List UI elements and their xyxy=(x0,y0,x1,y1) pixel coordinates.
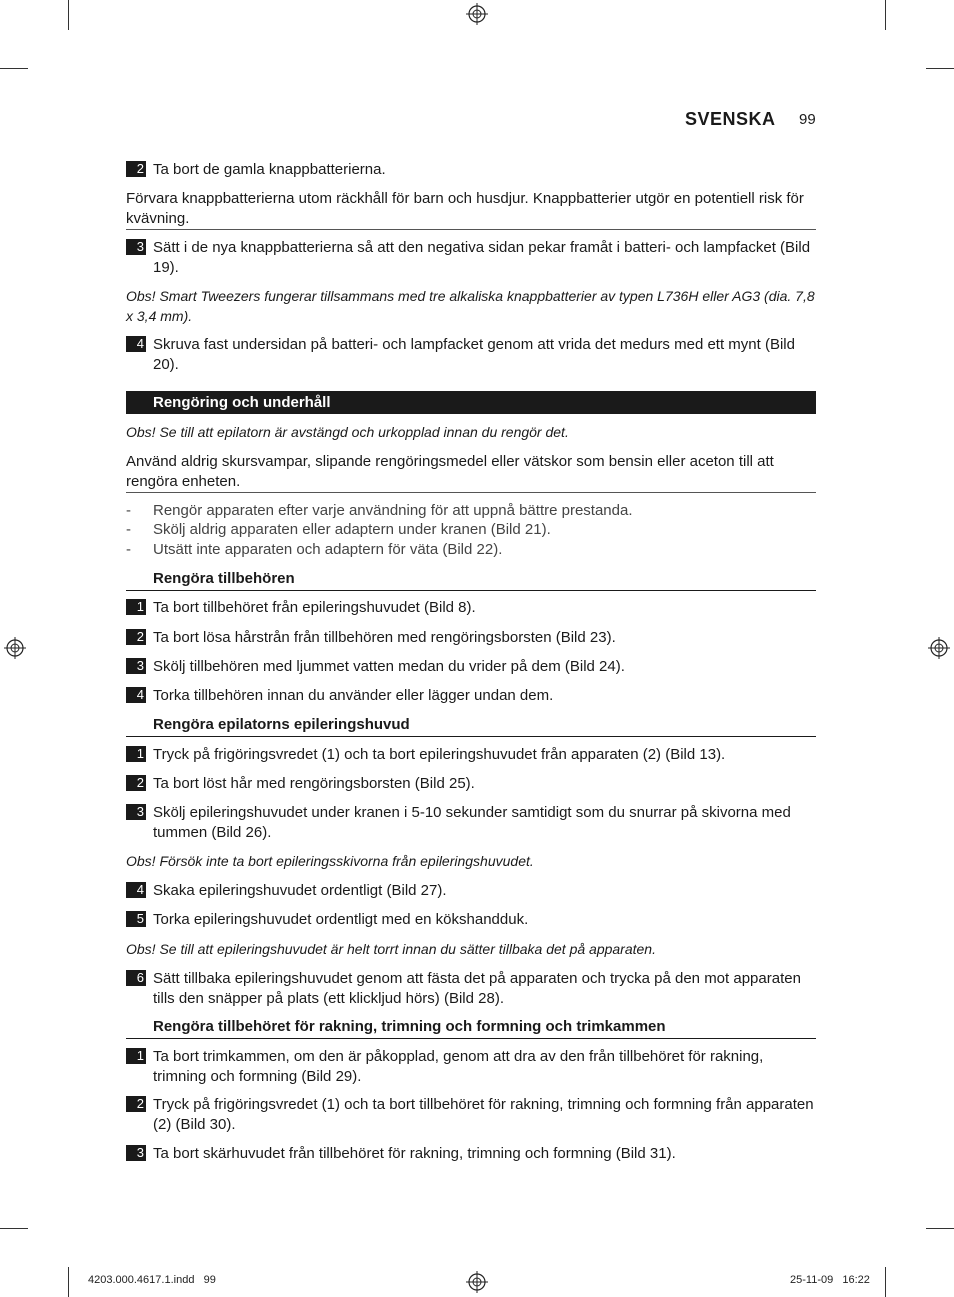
footer-date: 25-11-09 16:22 xyxy=(790,1274,870,1286)
step-number: 4 xyxy=(126,687,146,703)
crop-mark xyxy=(926,68,954,69)
step-text: Torka tillbehören innan du använder eller lägger undan dem. xyxy=(153,687,554,704)
step-item xyxy=(126,686,816,706)
bullet-item: - Utsätt inte apparaten och adaptern för väta (Bild 22). xyxy=(126,540,816,560)
warning-text: Använd aldrig skursvampar, slipande rengöringsmedel eller vätskor som bensin eller aceton till att rengöra enheten. xyxy=(126,452,816,493)
step-text: Skaka epileringshuvudet ordentligt (Bild 27). xyxy=(153,882,447,899)
bullet-item: - Rengör apparaten efter varje användning för att uppnå bättre prestanda. xyxy=(126,501,816,521)
warning-text: Förvara knappbatterierna utom räckhåll för barn och husdjur. Knappbatterier utgör en potentiell risk för kvävning. xyxy=(126,189,816,230)
step-number: 6 xyxy=(126,970,146,986)
step-item xyxy=(126,657,816,677)
step-text: Ta bort löst hår med rengöringsborsten (Bild 25). xyxy=(153,775,475,792)
step-number: 2 xyxy=(126,629,146,645)
footer-filename: 4203.000.4617.1.indd 99 xyxy=(88,1274,216,1286)
step-number: 2 xyxy=(126,161,146,177)
step-number: 3 xyxy=(126,804,146,820)
step-text: Ta bort de gamla knappbatterierna. xyxy=(153,161,386,178)
crop-mark xyxy=(68,0,69,30)
step-number: 4 xyxy=(126,882,146,898)
bullet-text: Skölj aldrig apparaten eller adaptern under kranen (Bild 21). xyxy=(153,521,551,538)
step-number: 2 xyxy=(126,775,146,791)
note-text: Obs! Försök inte ta bort epileringsskivorna från epileringshuvudet. xyxy=(126,853,534,869)
bullet-item: - Skölj aldrig apparaten eller adaptern under kranen (Bild 21). xyxy=(126,520,816,540)
step-item xyxy=(126,774,816,794)
step-item xyxy=(126,745,816,765)
crop-mark xyxy=(0,68,28,69)
step-number: 3 xyxy=(126,1145,146,1161)
step-item xyxy=(126,335,816,374)
crop-mark xyxy=(0,1228,28,1229)
step-text: Ta bort lösa hårstrån från tillbehören med rengöringsborsten (Bild 23). xyxy=(153,629,616,646)
step-number: 3 xyxy=(126,239,146,255)
bullet-text: Rengör apparaten efter varje användning för att uppnå bättre prestanda. xyxy=(153,502,633,519)
registration-mark-icon xyxy=(466,3,488,25)
step-text: Skölj epileringshuvudet under kranen i 5-10 sekunder samtidigt som du snurrar på skivorna med tummen (Bild 26). xyxy=(153,804,791,841)
header-language: SVENSKA xyxy=(685,109,776,129)
step-text: Ta bort tillbehöret från epileringshuvudet (Bild 8). xyxy=(153,599,476,616)
page-number: 99 xyxy=(799,111,816,128)
step-text: Tryck på frigöringsvredet (1) och ta bort epileringshuvudet från apparaten (2) (Bild 13). xyxy=(153,746,726,763)
step-text: Torka epileringshuvudet ordentligt med en kökshandduk. xyxy=(153,911,529,928)
step-text: Sätt i de nya knappbatterierna så att den negativa sidan pekar framåt i batteri- och lampfacket (Bild 19). xyxy=(153,239,811,276)
step-item xyxy=(126,238,816,277)
crop-mark xyxy=(68,1267,69,1297)
step-number: 1 xyxy=(126,599,146,615)
step-number: 1 xyxy=(126,746,146,762)
step-item xyxy=(126,598,816,618)
subsection-title: Rengöra tillbehören xyxy=(126,569,816,591)
step-text: Sätt tillbaka epileringshuvudet genom att fästa det på apparaten och trycka på den mot apparaten tills den snäpper på plats (ett klickljud hörs) (Bild 28). xyxy=(153,970,801,1007)
step-item xyxy=(126,803,816,842)
subsection-title: Rengöra tillbehöret för rakning, trimning och formning och trimkammen xyxy=(126,1017,816,1039)
step-text: Ta bort trimkammen, om den är påkopplad, genom att dra av den från tillbehöret för rakning, trimning och formning (Bild 29). xyxy=(153,1048,764,1085)
bullet-text: Utsätt inte apparaten och adaptern för väta (Bild 22). xyxy=(153,541,503,558)
step-item xyxy=(126,1095,816,1134)
registration-mark-icon xyxy=(928,637,950,659)
step-item xyxy=(126,910,816,930)
step-item xyxy=(126,881,816,901)
step-text: Skruva fast undersidan på batteri- och lampfacket genom att vrida det medurs med ett mynt (Bild 20). xyxy=(153,336,795,373)
crop-mark xyxy=(885,0,886,30)
step-number: 3 xyxy=(126,658,146,674)
step-number: 4 xyxy=(126,336,146,352)
step-text: Tryck på frigöringsvredet (1) och ta bort tillbehöret för rakning, trimning och formning från apparaten (2) (Bild 30). xyxy=(153,1096,814,1133)
step-item xyxy=(126,628,816,648)
note-text: Obs! Smart Tweezers fungerar tillsammans med tre alkaliska knappbatterier av typen L736H eller AG3 (dia. 7,8 x 3,4 mm). xyxy=(126,288,815,324)
step-text: Skölj tillbehören med ljummet vatten medan du vrider på dem (Bild 24). xyxy=(153,658,625,675)
subsection-title: Rengöra epilatorns epileringshuvud xyxy=(126,715,816,737)
section-title: Rengöring och underhåll xyxy=(126,391,816,414)
note-text: Obs! Se till att epilatorn är avstängd och urkopplad innan du rengör det. xyxy=(126,424,569,440)
note-text: Obs! Se till att epileringshuvudet är helt torrt innan du sätter tillbaka det på apparaten. xyxy=(126,941,656,957)
registration-mark-icon xyxy=(466,1271,488,1293)
step-item xyxy=(126,160,816,180)
step-item xyxy=(126,1144,816,1164)
step-item xyxy=(126,1047,816,1086)
crop-mark xyxy=(926,1228,954,1229)
step-text: Ta bort skärhuvudet från tillbehöret för rakning, trimning och formning (Bild 31). xyxy=(153,1145,676,1162)
step-item xyxy=(126,969,816,1008)
step-number: 2 xyxy=(126,1096,146,1112)
step-number: 1 xyxy=(126,1048,146,1064)
crop-mark xyxy=(885,1267,886,1297)
registration-mark-icon xyxy=(4,637,26,659)
step-number: 5 xyxy=(126,911,146,927)
